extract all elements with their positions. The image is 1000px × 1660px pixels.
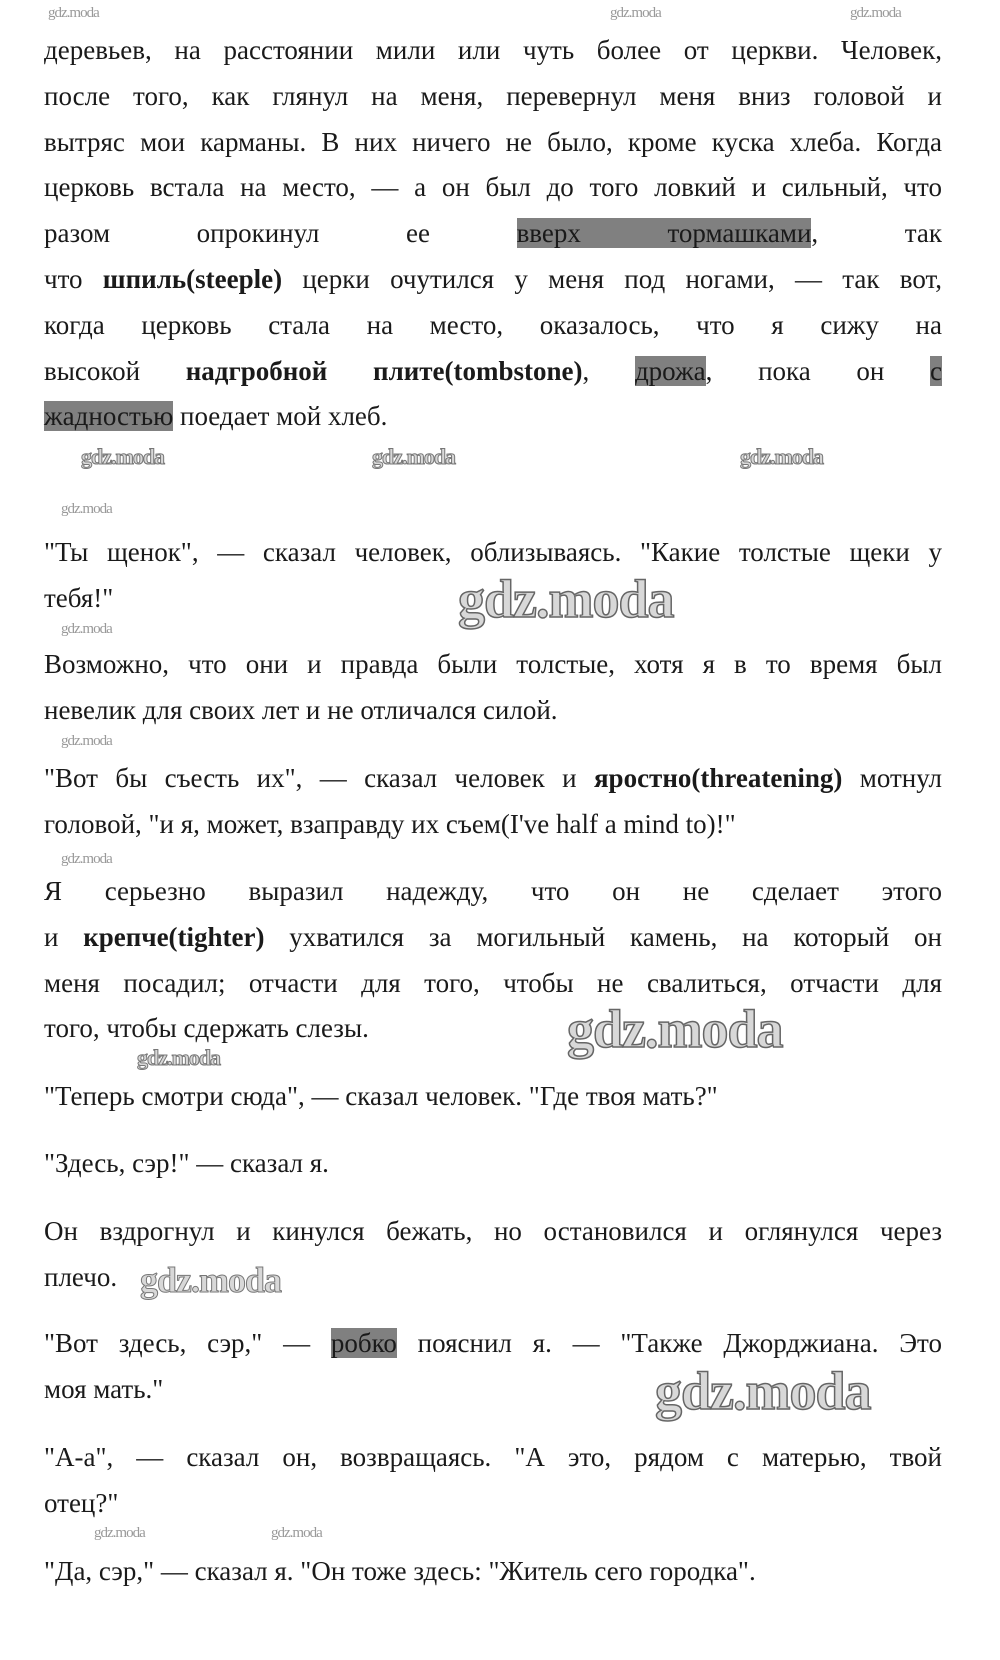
text-line (44, 915, 942, 961)
watermark-logo: gdz.moda (458, 569, 674, 629)
text-line (44, 394, 387, 440)
text-line (44, 1141, 329, 1187)
text-line (44, 756, 942, 802)
watermark-logo: gdz.moda (61, 851, 112, 867)
paragraph (44, 1141, 942, 1187)
watermark-logo: gdz.moda (140, 1260, 282, 1300)
text-segment: церковь встала на место, — а он был до того ловкий и сильный, что (44, 172, 942, 203)
text-line (44, 28, 942, 74)
text-line (44, 688, 558, 734)
text-line (44, 1549, 756, 1595)
watermark-logo: gdz.moda (655, 1361, 871, 1421)
text-segment: после того, как глянул на меня, перевернул меня вниз головой и (44, 80, 942, 111)
watermark-logo: gdz.moda (81, 444, 165, 469)
paragraph (44, 756, 942, 848)
watermark-logo: gdz.moda (271, 1525, 322, 1541)
watermark-logo: gdz.moda (610, 5, 661, 21)
text-line (44, 642, 942, 688)
text-line (44, 303, 942, 349)
text-line (44, 869, 942, 915)
text-segment: меня посадил; отчасти для того, чтобы не свалиться, отчасти для (44, 967, 942, 998)
text-segment: когда церковь стала на место, оказалось, что я сижу на (44, 309, 942, 340)
highlighted-text: жадностью (44, 401, 174, 432)
text-line (44, 802, 736, 848)
watermark-logo: gdz.moda (61, 501, 112, 517)
paragraph (44, 1549, 942, 1595)
highlighted-text: робко (330, 1328, 397, 1358)
text-segment: и (44, 921, 84, 952)
text-segment: того, чтобы сдержать слезы. (44, 1013, 369, 1044)
text-line (44, 1321, 942, 1367)
text-segment: "Теперь смотри сюда", — сказал человек. "Где твоя мать?" (44, 1081, 718, 1111)
text-segment: головой, "и я, может, взаправду их съем(I've half a mind to)!" (44, 808, 736, 839)
text-line (44, 211, 942, 257)
text-segment: плечо. (44, 1261, 118, 1292)
bold-term: шпиль(steeple) (102, 263, 283, 294)
text-segment: разом опрокинул ее (44, 218, 517, 249)
text-line (44, 257, 942, 303)
text-segment: "Вот бы съесть их", — сказал человек и (44, 763, 594, 793)
text-segment: тебя!" (44, 582, 114, 613)
text-segment: "А-а", — сказал он, возвращаясь. "А это, рядом с матерью, твой (44, 1442, 942, 1472)
text-line (44, 1481, 118, 1527)
text-line (44, 1367, 163, 1413)
watermark-logo: gdz.moda (137, 1045, 221, 1070)
text-line (44, 165, 942, 211)
text-line (44, 1209, 942, 1255)
text-segment: отец?" (44, 1487, 119, 1518)
text-segment: Я серьезно выразил надежду, что он не сделает этого (44, 876, 942, 906)
highlighted-text: вверх тормашками (516, 218, 812, 249)
text-line (44, 74, 942, 120)
paragraph (44, 642, 942, 734)
text-segment: невелик для своих лет и не отличался силой. (44, 694, 558, 725)
watermark-logo: gdz.moda (61, 733, 112, 749)
text-line (44, 576, 113, 622)
watermark-logo: gdz.moda (740, 444, 824, 469)
text-segment: "Ты щенок", — сказал человек, облизываясь. "Какие толстые щеки у (44, 537, 942, 567)
bold-term: яростно(threatening) (593, 763, 843, 793)
text-segment: "Да, сэр," — сказал я. "Он тоже здесь: "Житель сего городка". (44, 1556, 756, 1586)
bold-term: крепче(tighter) (83, 921, 265, 952)
text-line (44, 349, 942, 395)
text-segment: Он вздрогнул и кинулся бежать, но остановился и оглянулся через (44, 1216, 942, 1246)
text-segment: мотнул (842, 763, 942, 793)
watermark-logo: gdz.moda (48, 5, 99, 21)
text-line (44, 1074, 718, 1120)
paragraph (44, 869, 942, 1052)
text-segment: , (582, 355, 635, 386)
text-segment: что (44, 263, 103, 294)
text-segment: высокой (44, 355, 186, 386)
text-segment: , пока он (705, 355, 931, 386)
highlighted-text: с (930, 355, 942, 386)
paragraph (44, 1074, 942, 1120)
paragraph (44, 28, 942, 440)
text-segment: моя мать." (44, 1373, 164, 1404)
text-segment: поедает мой хлеб. (173, 401, 388, 432)
text-segment: "Вот здесь, сэр," — (44, 1328, 331, 1358)
text-segment: пояснил я. — "Также Джорджиана. Это (396, 1328, 942, 1358)
watermark-logo: gdz.moda (850, 5, 901, 21)
text-line (44, 1255, 117, 1301)
text-segment: Возможно, что они и правда были толстые, хотя я в то время был (44, 649, 942, 679)
watermark-logo: gdz.moda (61, 621, 112, 637)
watermark-logo: gdz.moda (372, 444, 456, 469)
paragraph (44, 1435, 942, 1527)
text-line (44, 120, 942, 166)
watermark-logo: gdz.moda (94, 1525, 145, 1541)
text-segment: ухватился за могильный камень, на который он (264, 921, 942, 952)
text-segment: деревьев, на расстоянии мили или чуть более от церкви. Человек, (44, 35, 942, 65)
highlighted-text: дрожа (634, 355, 706, 386)
bold-term: надгробной плите(tombstone) (185, 355, 583, 386)
watermark-logo: gdz.moda (567, 999, 783, 1059)
text-segment: "Здесь, сэр!" — сказал я. (44, 1148, 329, 1178)
text-segment: вытряс мои карманы. В них ничего не было, кроме куска хлеба. Когда (44, 126, 942, 157)
text-line (44, 1435, 942, 1481)
text-line (44, 961, 942, 1007)
text-segment: , так (811, 218, 942, 249)
text-segment: церки очутился у меня под ногами, — так вот, (282, 263, 942, 294)
